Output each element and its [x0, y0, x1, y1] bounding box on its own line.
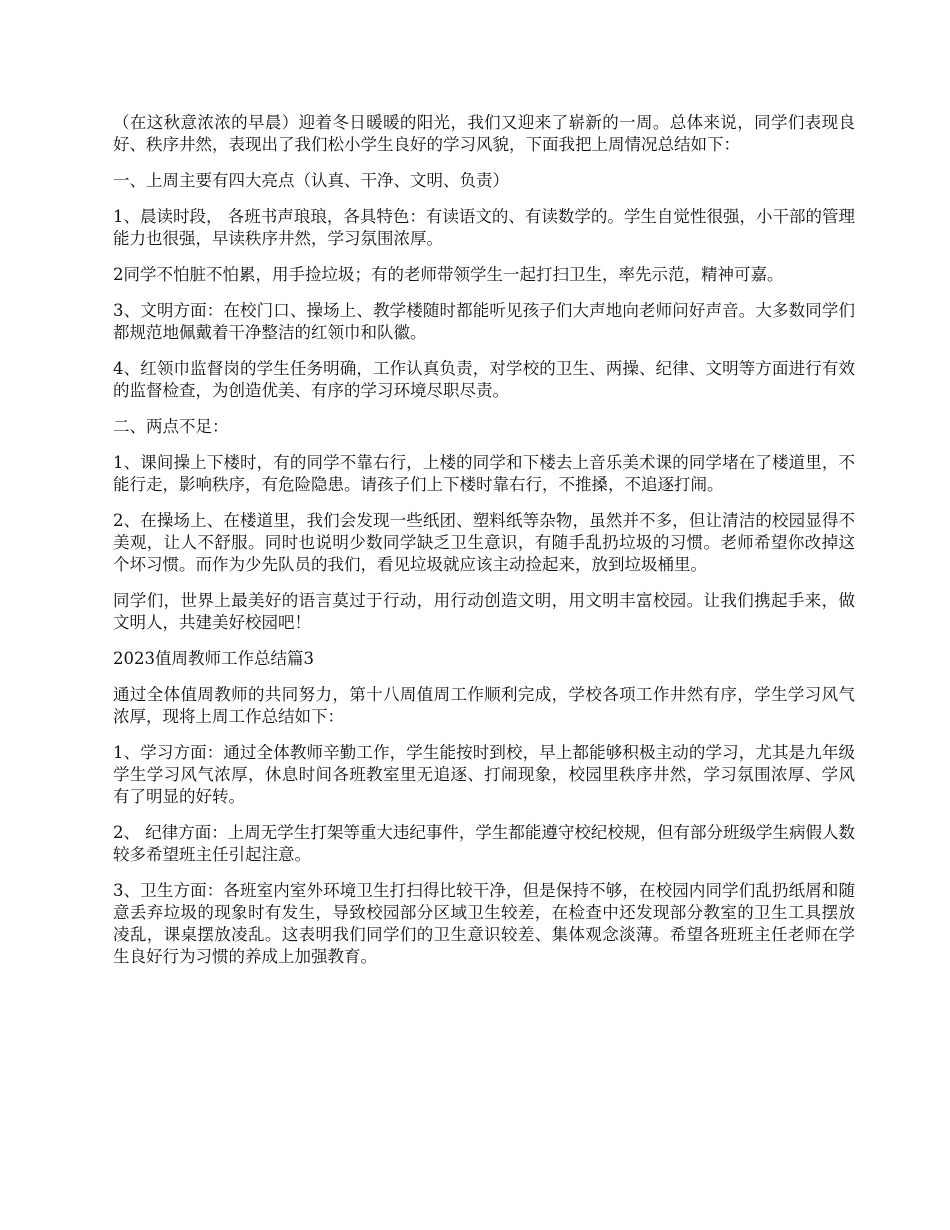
highlight-item-4: 4、红领巾监督岗的学生任务明确，工作认真负责，对学校的卫生、两操、纪律、文明等方面进行有效的监督检查，为创造优美、有序的学习环境尽职尽责。	[113, 359, 855, 400]
summary-item-hygiene: 3、卫生方面：各班室内室外环境卫生打扫得比较干净，但是保持不够，在校园内同学们乱扔纸屑和随意丢弃垃圾的现象时有发生，导致校园部分区域卫生较差，在检查中还发现部分教室的卫生工具摆放凌乱，课桌摆放凌乱。这表明我们同学们的卫生意识较差、集体观念淡薄。希望各班班主任老师在学生良好行为习惯的养成上加强教育。	[113, 881, 855, 966]
article-title: 2023值周教师工作总结篇3	[113, 649, 314, 668]
shortcoming-item-1: 1、课间操上下楼时，有的同学不靠右行，上楼的同学和下楼去上音乐美术课的同学堵在了楼道里，不能行走，影响秩序，有危险隐患。请孩子们上下楼时靠右行，不推搡，不追逐打闹。	[113, 453, 855, 494]
highlight-item-1: 1、晨读时段， 各班书声琅琅，各具特色：有读语文的、有读数学的。学生自觉性很强，小干部的管理能力也很强，早读秩序井然，学习氛围浓厚。	[113, 207, 855, 248]
summary-item-discipline: 2、 纪律方面：上周无学生打架等重大违纪事件，学生都能遵守校纪校规，但有部分班级学生病假人数较多希望班主任引起注意。	[113, 823, 855, 864]
highlight-item-3: 3、文明方面：在校门口、操场上、教学楼随时都能听见孩子们大声地向老师问好声音。大多数同学们都规范地佩戴着干净整洁的红领巾和队徽。	[113, 301, 855, 342]
section-heading-shortcomings: 二、两点不足：	[113, 417, 229, 436]
intro-paragraph: （在这秋意浓浓的早晨）迎着冬日暖暖的阳光，我们又迎来了崭新的一周。总体来说，同学们表现良好、秩序井然，表现出了我们松小学生良好的学习风貌，下面我把上周情况总结如下：	[113, 113, 855, 154]
summary-item-study: 1、学习方面：通过全体教师辛勤工作，学生能按时到校，早上都能够积极主动的学习，尤其是九年级学生学习风气浓厚，休息时间各班教室里无追逐、打闹现象，校园里秩序井然，学习氛围浓厚、学风有了明显的好转。	[113, 743, 855, 806]
document-page	[113, 112, 855, 982]
shortcoming-item-2: 2、在操场上、在楼道里，我们会发现一些纸团、塑料纸等杂物，虽然并不多，但让清洁的校园显得不美观，让人不舒服。同时也说明少数同学缺乏卫生意识，有随手乱扔垃圾的习惯。老师希望你改掉这个坏习惯。而作为少先队员的我们，看见垃圾就应该主动捡起来，放到垃圾桶里。	[113, 511, 855, 574]
section-heading-highlights: 一、上周主要有四大亮点（认真、干净、文明、负责）	[113, 171, 509, 190]
summary-intro-paragraph: 通过全体值周教师的共同努力，第十八周值周工作顺利完成，学校各项工作井然有序，学生学习风气浓厚，现将上周工作总结如下：	[113, 685, 855, 726]
closing-paragraph: 同学们，世界上最美好的语言莫过于行动，用行动创造文明，用文明丰富校园。让我们携起手来，做文明人，共建美好校园吧！	[113, 591, 855, 632]
highlight-item-2: 2同学不怕脏不怕累，用手捡垃圾；有的老师带领学生一起打扫卫生，率先示范，精神可嘉。	[113, 265, 784, 284]
